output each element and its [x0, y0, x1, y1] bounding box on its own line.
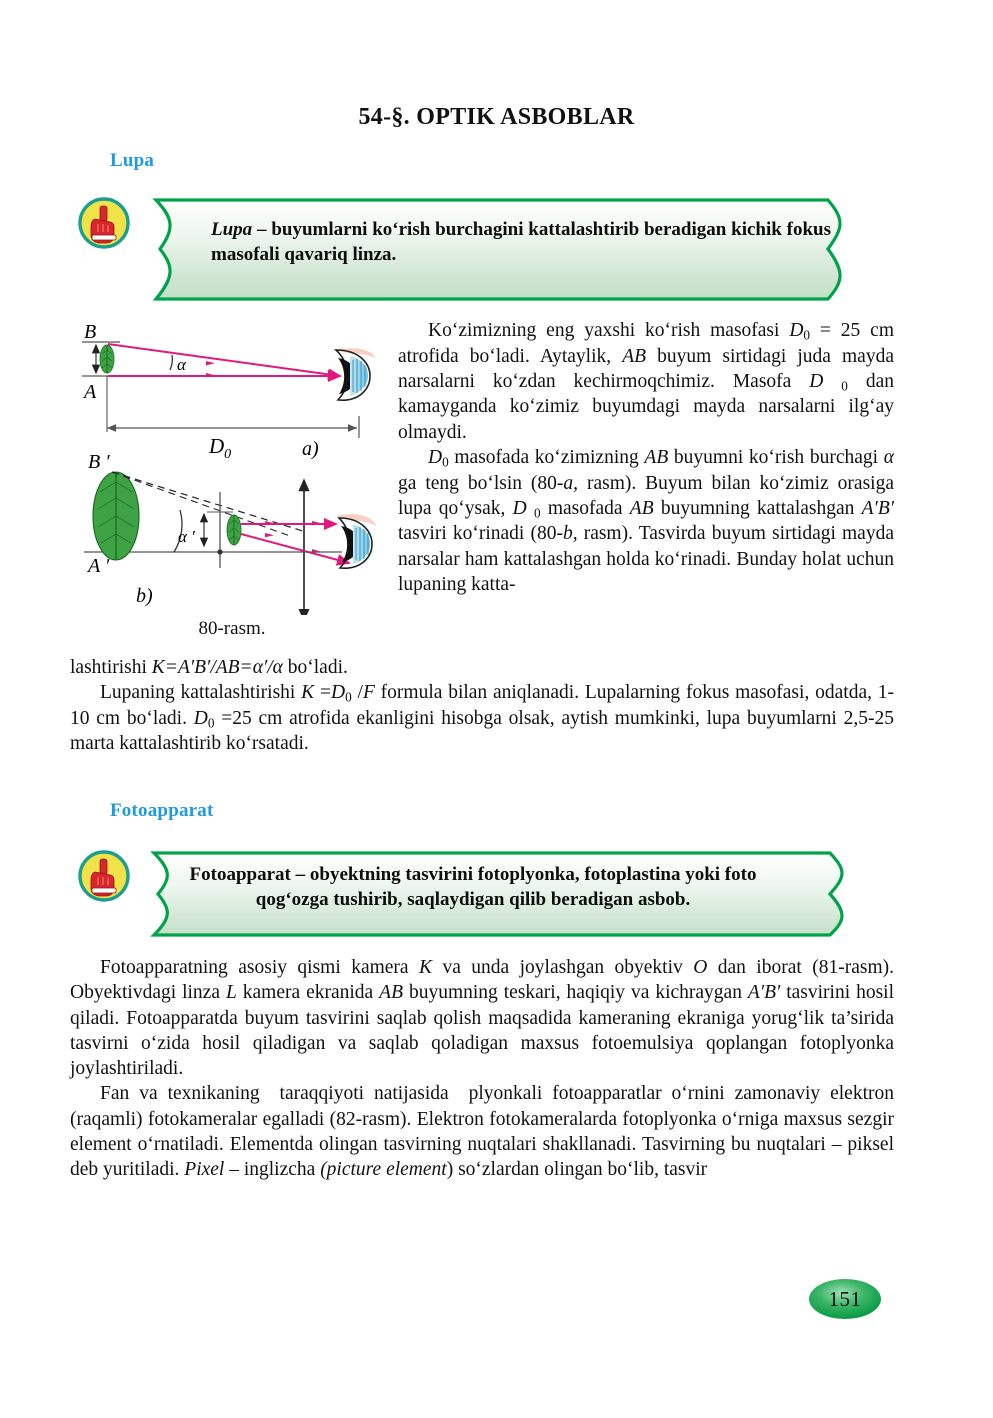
page-title: 54-§. OPTIK ASBOBLAR [358, 104, 635, 130]
definition-term: Lupa [211, 219, 253, 240]
label-alpha-prime: α ′ [178, 527, 195, 546]
definition-callout-fotoapparat [78, 850, 858, 938]
fotoapparat-body-text [70, 955, 894, 1182]
panel-a [82, 321, 376, 462]
label-panel-b: b) [136, 585, 153, 607]
definition-dash: – [252, 219, 272, 240]
image-leaf-large [93, 472, 139, 560]
label-A: A [84, 381, 97, 403]
label-panel-a: a) [302, 438, 319, 460]
label-B: B [84, 321, 97, 343]
definition-callout-lupa [78, 197, 858, 302]
label-alpha: α [177, 355, 186, 374]
eye-icon-a [333, 348, 376, 400]
definition-text-lupa [211, 217, 831, 268]
subheading-fotoapparat: Fotoapparat [110, 800, 214, 821]
object-leaf-small [100, 345, 114, 373]
figure-80-optical-diagram [74, 320, 390, 650]
page-number-text: 151 [828, 1286, 862, 1311]
figure-80-svg [74, 320, 390, 615]
paragraph-3: Lupaning kattalashtirishi $K =D_0$ /F formula bilan aniqlanadi. Lupalarning fokus masofasi, odatda, 1-10 cm bo‘ladi. $D_0 =25$ cm atrofida ekanligini hisobga olsak, aytish mumkinki, lupa buyumlarni 2,5-25 marta kattalashtirib ko‘rsatadi. [70, 682, 895, 755]
paragraph-2: $D_0$ masofada ko‘zimizning AB buyumni ko‘rish burchagi α ga teng bo‘lsin (80-a, rasm). Buyum bilan ko‘zimiz orasiga lupa qo‘ysak, D $_0$ masofada AB buyumning kattalashgan A′B′ tasviri ko‘rinadi (80-b, rasm). Tasvirda buyum sirtidagi mayda narsalar ham kattalashgan holda ko‘rinadi. Bunday holat uchun lupaning katta- [398, 446, 894, 595]
definition-line-1: Fotoapparat – obyektning tasvirini fotoplyonka, fotoplastina [189, 864, 681, 885]
paragraph-5: Fan va texnikaning taraqqiyoti natijasida plyonkali fotoapparatlar o‘rnini zamonaviy elektron (raqamli) fotokameralar egalladi (82-rasm). Elektron fotokameralarda fotoplyonka o‘rniga maxsus sezgir element o‘rnatiladi. Elementda olingan tasvirning nuqtalari shakllanadi. Tasvirning bu nuqtalari – piksel deb yuritiladi. Pixel – inglizcha (picture element) so‘zlardan olingan bo‘lib, tasvir [70, 1083, 894, 1180]
lupa-right-column-text [398, 318, 894, 597]
label-B-prime: B ′ [88, 451, 110, 473]
figure-80-caption: 80-rasm. [198, 618, 266, 639]
label-D0: $D_0$ [209, 434, 232, 462]
pointing-hand-icon [78, 197, 130, 249]
panel-b [84, 451, 376, 615]
label-A-prime: A ′ [88, 555, 110, 577]
pointing-hand-icon [78, 850, 130, 902]
definition-text-fotoapparat [163, 862, 783, 913]
paragraph-2-tail: lashtirishi K=A′B′/AB=α′/α bo‘ladi. [70, 657, 348, 678]
definition-line-2: yoki foto qog‘ozga tushirib, saqlaydigan qilib beradigan asbob. [255, 864, 757, 911]
paragraph-1: Ko‘zimizning eng yaxshi ko‘rish masofasi $D_0 = 25$ cm atrofida bo‘ladi. Aytaylik, AB buyum sirtidagi juda mayda narsalarni ko‘zdan kechirmoqchimiz. Masofa D $_0$ dan kamayganda ko‘zimiz buyumdagi mayda narsalarni ilg‘ay olmaydi. [398, 320, 894, 443]
paragraph-4: Fotoapparatning asosiy qismi kamera K va unda joylashgan obyektiv O dan iborat (81-rasm). Obyektivdagi linza L kamera ekranida AB buyumning teskari, haqiqiy va kichraygan A′B′ tasvirini hosil qiladi. Fotoapparatda buyum tasvirini saqlab qolish maqsadida kameraning ekraniga yorug‘lik ta’sirida tasvirni o‘zida hosil qiladigan va saqlab qoladigan maxsus fotoemulsiya qoplangan fotoplyonka joylashtiriladi. [70, 957, 894, 1079]
definition-body: buyumlarni ko‘rish burchagini kattalashtirib beradigan kichik fokus masofali qavariq linza. [211, 219, 831, 266]
page-number-badge [808, 1277, 882, 1321]
subheading-lupa: Lupa [110, 150, 155, 171]
lupa-fullwidth-text [70, 655, 894, 757]
object-leaf-small-b [227, 515, 241, 545]
